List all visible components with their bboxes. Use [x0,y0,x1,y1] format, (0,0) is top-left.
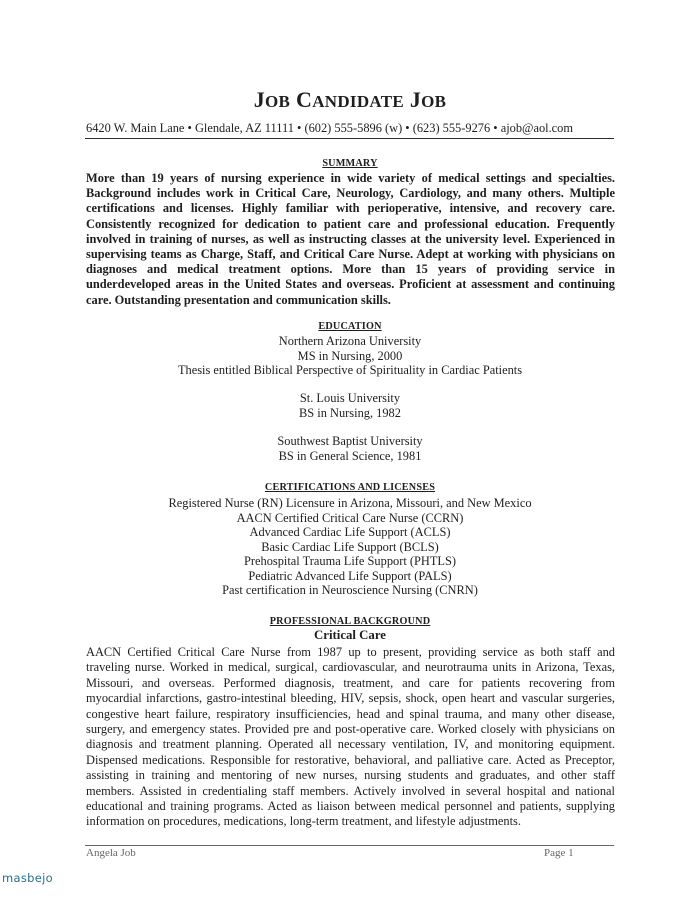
summary-line: Consistently recognized for dedication to patient care and professional education. Frequently [86,216,615,231]
watermark-logo: masbejo [2,871,53,885]
certification-item: Past certification in Neuroscience Nursing (CNRN) [222,583,478,597]
summary-heading: SUMMARY [322,158,378,169]
school-name: Northern Arizona University [278,334,422,348]
paragraph-line: members. Assisted in credentialing staff members. Actively involved in several hospital and national [86,783,615,798]
certification-item: AACN Certified Critical Care Nurse (CCRN) [236,510,464,525]
degree: BS in Nursing, 1982 [299,405,401,420]
paragraph-line: traveling nurse. Worked in medical, surgical, cardiovascular, and neurotrauma units in Arizona, Texas, [86,660,615,675]
thesis: Thesis entitled Biblical Perspective of Spirituality in Cardiac Patients [177,363,523,377]
name-part: OB [265,92,291,111]
footer-page-number: Page 1 [544,847,574,859]
school-name: Southwest Baptist University [277,434,423,448]
summary-line: More than 19 years of nursing experience in wide variety of medical settings and specialties. [86,171,615,185]
summary-paragraph [86,171,615,308]
degree: MS in Nursing, 2000 [297,348,403,363]
name-initial: C [295,87,313,112]
education-entry [0,391,700,420]
paragraph-line: myocardial infarctions, gastro-intestinal bleeding, HIV, sepsis, shock, open heart and vascular surgeries, [86,691,615,706]
paragraph-line: information on procedures, medications, long-term treatment, and lifestyle adjustments. [86,814,521,829]
paragraph-line: Dispensed medications. Responsible for restorative, behavioral, and palliative care. Acted as Preceptor, [86,752,615,767]
education-entry [0,334,700,378]
paragraph-line: Missouri, and overseas. Performed diagnosis, treatment, and care for patients recovering from [86,675,615,690]
certification-item: Registered Nurse (RN) Licensure in Arizona, Missouri, and New Mexico [168,496,532,510]
header-divider [85,138,614,139]
name-part: ANDIDATE [312,92,405,111]
paragraph-line: educational and training programs. Acted as liaison between medical personnel and patients, supplying [86,799,615,814]
degree: BS in General Science, 1981 [278,448,422,463]
critical-care-subheading: Critical Care [314,628,386,642]
paragraph-line: AACN Certified Critical Care Nurse from 1987 up to present, providing service as both staff and [86,645,615,659]
certification-item: Advanced Cardiac Life Support (ACLS) [249,525,451,539]
summary-line: Background includes work in Critical Care, Neurology, Cardiology, and many others. Multiple [86,186,615,201]
education-heading: EDUCATION [318,321,382,332]
education-entry [0,434,700,463]
professional-paragraph [86,645,615,830]
summary-line: involved in training of nurses, as well as instructing classes at the university level. Experienced in [86,231,615,246]
summary-line: supervising teams as Charge, Staff, and Critical Care Nurse. Adept at working with physicians on [86,247,615,262]
summary-line: underdeveloped areas in the United States and overseas. Proficient at assessment and continuing [86,277,615,292]
paragraph-line: congestive heart failure, respiratory insufficiencies, head and spinal trauma, and many other disease, [86,706,615,721]
contact-line: 6420 W. Main Lane • Glendale, AZ 11111 • (602) 555-5896 (w) • (623) 555-9276 • ajob@aol.com [86,121,574,135]
school-name: St. Louis University [299,391,401,405]
name-initial: J [253,87,265,112]
certification-item: Prehospital Trauma Life Support (PHTLS) [243,554,456,568]
certification-item: Pediatric Advanced Life Support (PALS) [248,568,452,583]
footer-author: Angela Job [86,847,136,859]
certifications-heading: CERTIFICATIONS AND LICENSES [264,482,436,493]
footer-divider [85,845,614,846]
name-part: OB [421,92,447,111]
summary-line: care. Outstanding presentation and communication skills. [86,292,391,307]
name-initial: J [409,87,422,112]
certification-item: Basic Cardiac Life Support (BCLS) [261,539,439,554]
summary-line: diagnoses and medical treatment options. More than 15 years of providing service in [86,262,615,277]
certifications-list [0,496,700,598]
paragraph-line: diagnosis and treatment planning. Operated all necessary ventilation, IV, and monitoring equipment. [86,737,615,752]
paragraph-line: surgery, and emergency states. Provided pre and post-operative care. Worked closely with physicians on [86,722,615,737]
professional-heading: PROFESSIONAL BACKGROUND [269,616,431,627]
summary-line: certifications and licenses. Highly familiar with perioperative, intensive, and recovery care. [86,201,615,216]
candidate-name [0,87,700,115]
paragraph-line: assisting in training and mentoring of new nurses, nursing students and graduates, and other staff [86,768,615,783]
